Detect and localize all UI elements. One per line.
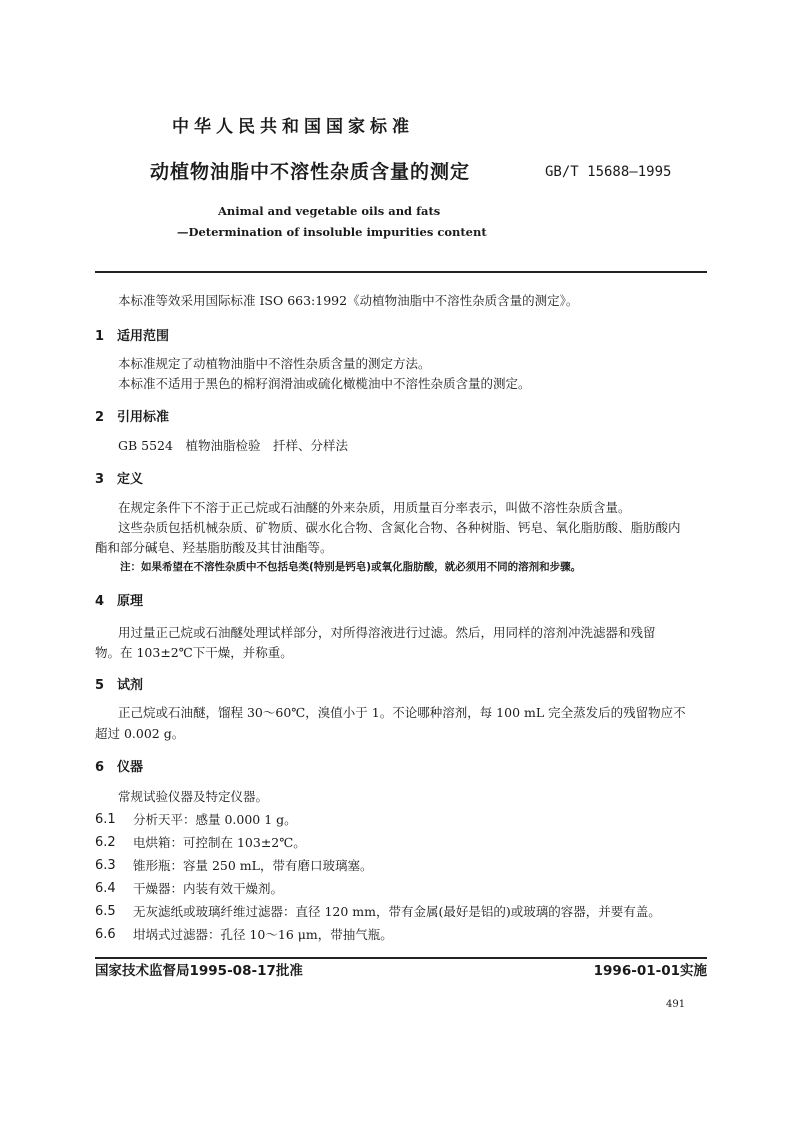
section-3-heading: [95, 472, 143, 488]
footer-divider: [95, 957, 707, 959]
section-title: 原理: [117, 594, 144, 609]
section-number: 3: [95, 472, 105, 487]
item-number: 6.4: [95, 881, 116, 896]
section-title: 引用标准: [117, 410, 170, 425]
section-number: 2: [95, 410, 105, 425]
standard-code: GB/T 15688—1995: [545, 164, 672, 180]
section-title: 试剂: [117, 678, 144, 693]
paragraph: 常规试验仪器及特定仪器。: [118, 789, 269, 804]
reference-standard: GB 5524 植物油脂检验 扦样、分样法: [118, 438, 348, 453]
section-1-heading: [95, 329, 169, 345]
item-text: 锥形瓶：容量 250 mL，带有磨口玻璃塞。: [133, 858, 373, 873]
section-title: 仪器: [117, 760, 144, 775]
national-standard-heading: 中华人民共和国国家标准: [172, 117, 414, 137]
english-title-line-2: —Determination of insoluble impurities content: [177, 225, 487, 239]
section-4-heading: [95, 594, 143, 610]
item-text: 无灰滤纸或玻璃纤维过滤器：直径 120 mm，带有金属(最好是铝的)或玻璃的容器，并要有盖。: [133, 904, 661, 919]
paragraph: 本标准不适用于黑色的棉籽润滑油或硫化橄榄油中不溶性杂质含量的测定。: [118, 376, 531, 391]
section-number: 6: [95, 760, 105, 775]
section-6-heading: [95, 760, 143, 776]
paragraph: 在规定条件下不溶于正己烷或石油醚的外来杂质，用质量百分率表示，叫做不溶性杂质含量。: [118, 500, 631, 515]
section-2-heading: [95, 410, 169, 426]
approval-date: 国家技术监督局1995-08-17批准: [95, 963, 303, 979]
paragraph: 物。在 103±2℃下干燥，并称重。: [95, 645, 293, 660]
item-number: 6.3: [95, 858, 116, 873]
item-number: 6.1: [95, 812, 116, 827]
effective-date: 1996-01-01实施: [593, 963, 707, 979]
paragraph: 酯和部分碱皂、羟基脂肪酸及其甘油酯等。: [95, 540, 333, 555]
header-divider: [95, 271, 707, 273]
english-title-line-1: Animal and vegetable oils and fats: [218, 204, 441, 218]
page-number: 491: [666, 999, 686, 1010]
paragraph: 这些杂质包括机械杂质、矿物质、碳水化合物、含氮化合物、各种树脂、钙皂、氧化脂肪酸、脂肪酸内: [118, 520, 681, 535]
note: 注：如果希望在不溶性杂质中不包括皂类(特别是钙皂)或氧化脂肪酸，就必须用不同的溶剂和步骤。: [120, 561, 582, 573]
section-number: 5: [95, 678, 105, 693]
paragraph: 超过 0.002 g。: [95, 726, 185, 741]
item-text: 分析天平：感量 0.000 1 g。: [133, 812, 297, 827]
section-5-heading: [95, 678, 143, 694]
document-title: 动植物油脂中不溶性杂质含量的测定: [150, 161, 471, 183]
item-number: 6.5: [95, 904, 116, 919]
intro-text: 本标准等效采用国际标准 ISO 663:1992《动植物油脂中不溶性杂质含量的测定》。: [118, 293, 579, 308]
section-title: 适用范围: [117, 329, 170, 344]
item-text: 电烘箱：可控制在 103±2℃。: [133, 835, 306, 850]
item-text: 干燥器：内装有效干燥剂。: [133, 881, 284, 896]
paragraph: 正己烷或石油醚，馏程 30～60℃，溴值小于 1。不论哪种溶剂，每 100 mL 完全蒸发后的残留物应不: [118, 705, 686, 720]
section-number: 1: [95, 329, 105, 344]
item-text: 坩埚式过滤器：孔径 10～16 μm，带抽气瓶。: [133, 927, 393, 942]
item-number: 6.2: [95, 835, 116, 850]
paragraph: 用过量正己烷或石油醚处理试样部分，对所得溶液进行过滤。然后，用同样的溶剂冲洗滤器和残留: [118, 625, 656, 640]
paragraph: 本标准规定了动植物油脂中不溶性杂质含量的测定方法。: [118, 356, 431, 371]
section-number: 4: [95, 594, 105, 609]
section-title: 定义: [117, 472, 144, 487]
item-number: 6.6: [95, 927, 116, 942]
